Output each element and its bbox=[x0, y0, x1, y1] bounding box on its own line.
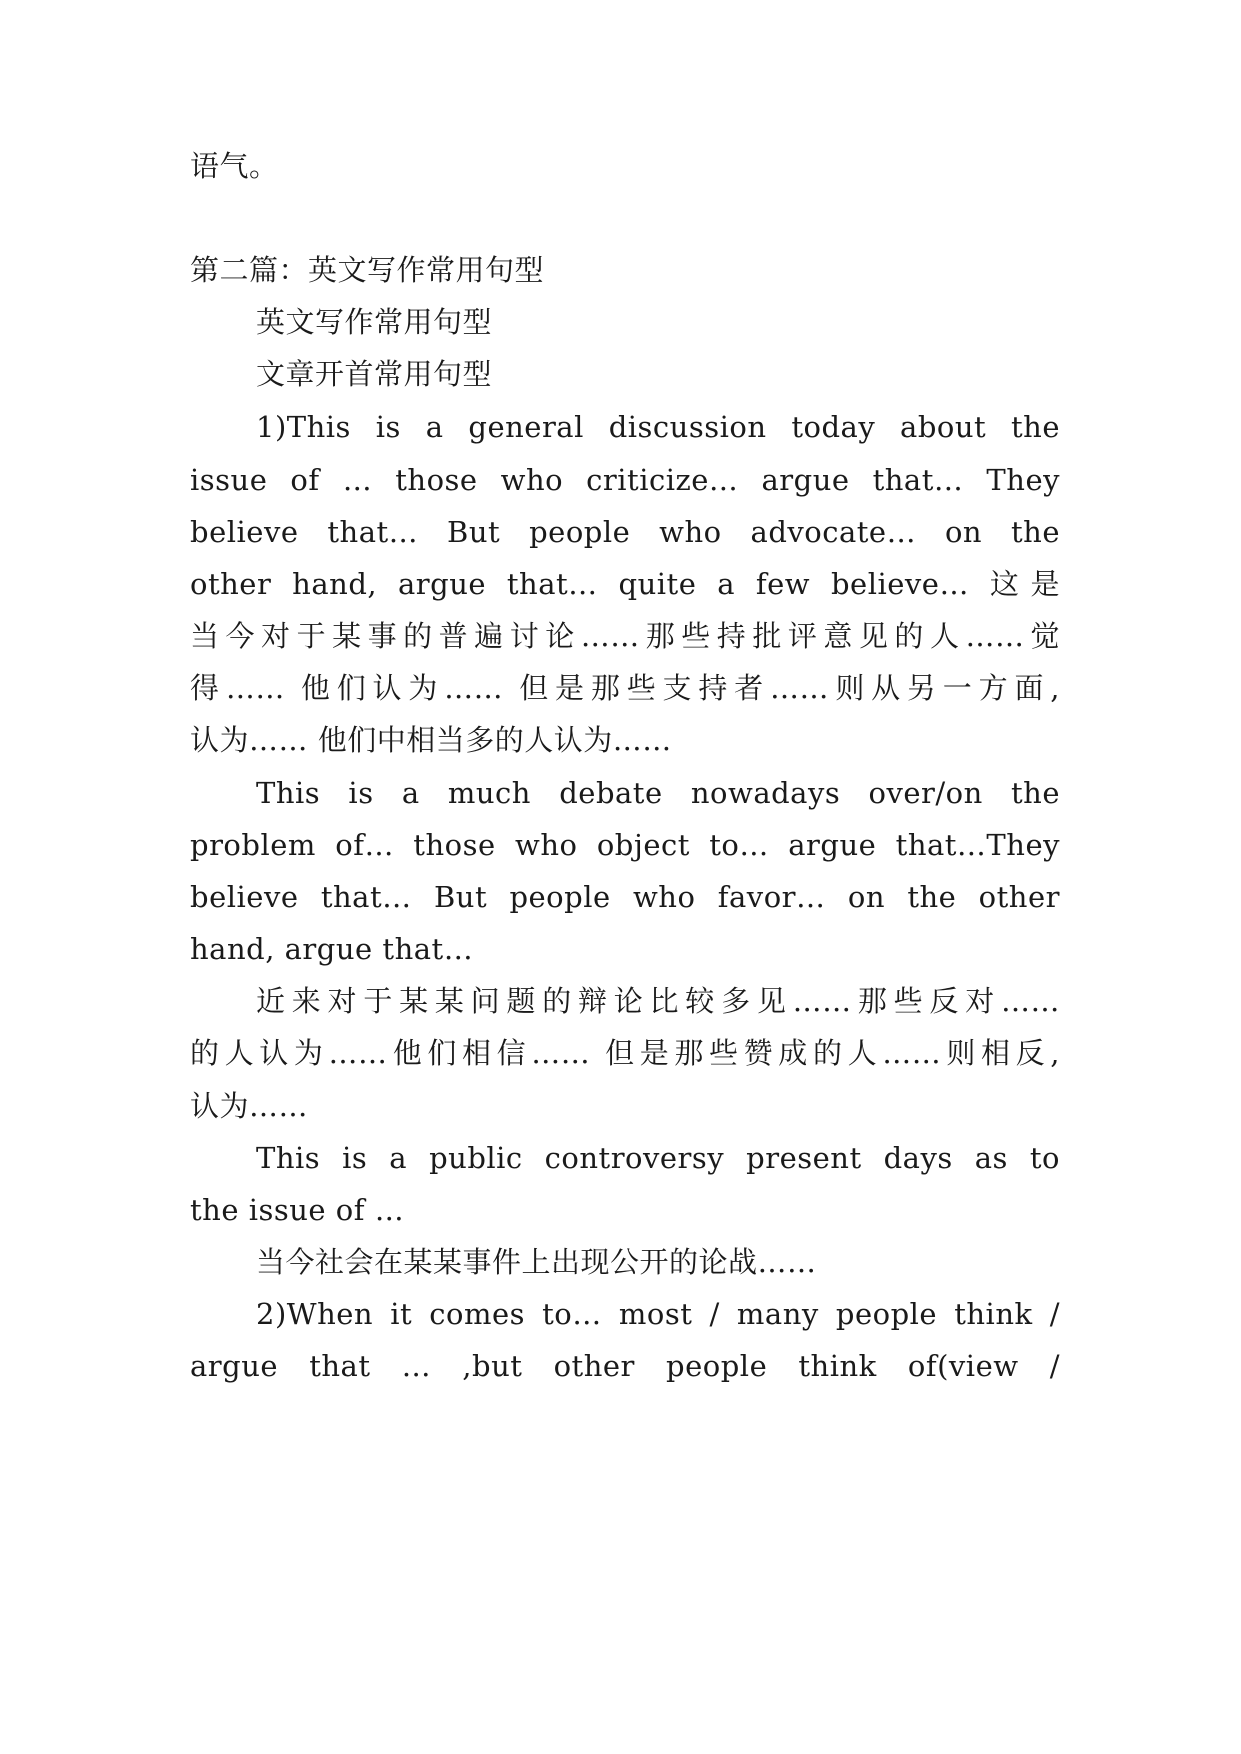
text-line: the issue of … bbox=[190, 1193, 405, 1227]
section-heading: 第二篇：英文写作常用句型 bbox=[190, 253, 545, 287]
text-line: 的人认为……他们相信…… 但是那些赞成的人……则相反, bbox=[190, 1036, 1060, 1070]
text-line: issue of … those who criticize… argue that… They bbox=[190, 463, 1060, 497]
text-line: other hand, argue that… quite a few believe… 这是 bbox=[190, 567, 1060, 601]
text-line: 语气。 bbox=[190, 149, 279, 183]
text-line: 认为…… 他们中相当多的人认为…… bbox=[190, 723, 672, 757]
text-line: 当今社会在某某事件上出现公开的论战…… bbox=[256, 1245, 817, 1279]
text-line: 当今对于某事的普遍讨论……那些持批评意见的人……觉 bbox=[190, 619, 1060, 653]
subheading: 文章开首常用句型 bbox=[256, 357, 493, 391]
text-line: 认为…… bbox=[190, 1089, 309, 1123]
text-line: 得…… 他们认为…… 但是那些支持者……则从另一方面, bbox=[190, 671, 1060, 705]
text-line: 1)This is a general discussion today about the bbox=[256, 410, 1060, 444]
text-line: problem of… those who object to… argue that…They bbox=[190, 828, 1060, 862]
text-line: This is a much debate nowadays over/on the bbox=[256, 776, 1060, 810]
text-line: This is a public controversy present days as to bbox=[256, 1141, 1060, 1175]
text-line: argue that … ,but other people think of(view / bbox=[190, 1349, 1060, 1383]
subheading: 英文写作常用句型 bbox=[256, 305, 493, 339]
text-line: 近来对于某某问题的辩论比较多见……那些反对…… bbox=[256, 984, 1060, 1018]
text-line: believe that… But people who favor… on the other bbox=[190, 880, 1060, 914]
text-line: 2)When it comes to… most / many people think / bbox=[256, 1297, 1060, 1331]
text-line: hand, argue that… bbox=[190, 932, 474, 966]
text-line: believe that… But people who advocate… on the bbox=[190, 515, 1060, 549]
